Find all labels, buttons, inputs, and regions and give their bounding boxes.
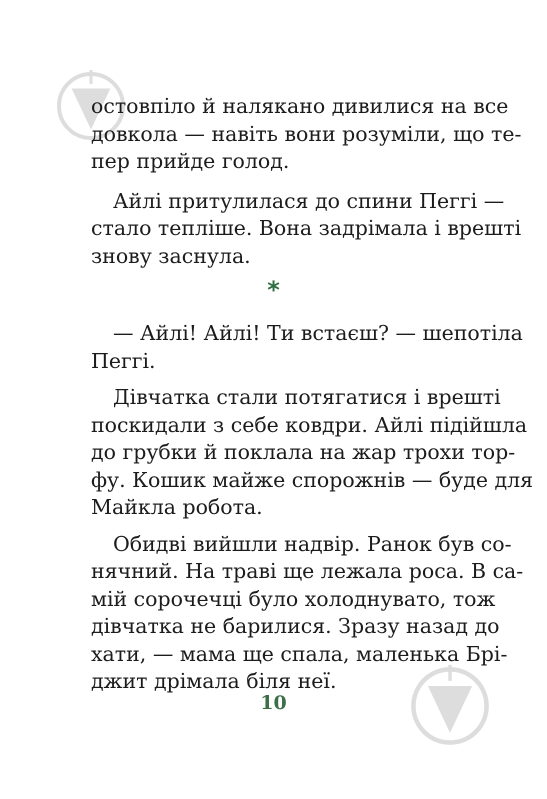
text-line: знову заснула. [91, 243, 251, 268]
text-line: Майкла робота. [91, 495, 263, 519]
text-line: джит дрімала біля неї. [91, 669, 337, 693]
text-line: дівчатка не барилися. Зразу назад до [91, 614, 500, 638]
section-separator: * [267, 276, 280, 304]
text-line: — Айлі! Айлі! Ти встаєш? — шепотіла [113, 321, 523, 345]
text-block-top [91, 93, 522, 270]
text-line: хати, — мама ще спала, маленька Брі- [91, 641, 508, 666]
text-line: Айлі притулилася до спини Пеггі — [113, 188, 505, 213]
text-line: фу. Кошик майже спорожнів — буде для [91, 467, 534, 492]
text-block-bottom [91, 320, 534, 696]
page-number: 10 [260, 692, 287, 714]
text-line: остовпіло й налякано дивилися на все [91, 94, 509, 118]
text-line: Пеггі. [91, 348, 156, 373]
text-line: Дівчатка стали потягатися і врешті [113, 385, 501, 409]
text-line: до грубки й поклала на жар трохи тор- [91, 440, 516, 464]
text-line: нячний. На траві ще лежала роса. В са- [91, 559, 524, 583]
text-line: довкола — навіть вони розуміли, що те- [91, 121, 522, 146]
text-line: мій сорочечці було холоднувато, тож [91, 586, 496, 611]
text-line: пер прийде голод. [91, 149, 290, 173]
text-line: поскидали з себе ковдри. Айлі підійшла [91, 412, 528, 437]
text-line: стало тепліше. Вона задрімала і врешті [91, 216, 522, 240]
text-line: Обидві вийшли надвір. Ранок був со- [113, 531, 512, 556]
